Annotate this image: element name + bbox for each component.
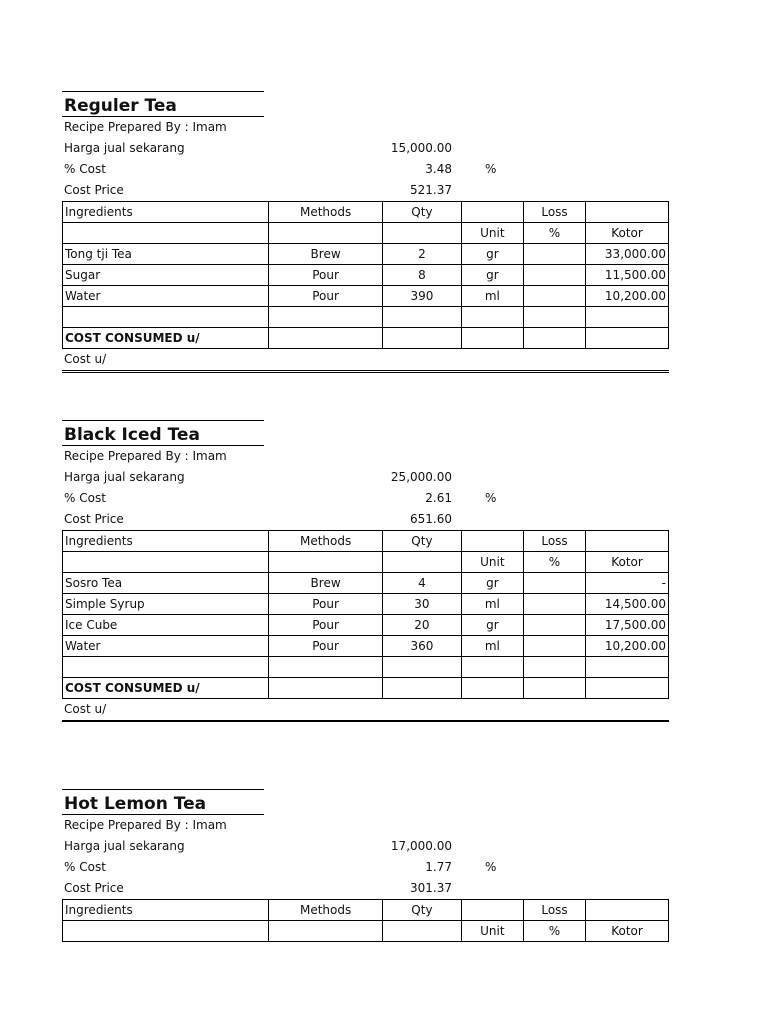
cost-pct-value: 2.61	[425, 491, 452, 505]
header-pct: %	[523, 552, 585, 573]
ingredient-name: Water	[63, 286, 269, 307]
ingredient-qty: 360	[383, 636, 462, 657]
table-row	[63, 615, 669, 636]
ingredient-unit: ml	[461, 636, 523, 657]
recipe-card-black-iced-tea	[62, 420, 669, 722]
ingredient-kotor	[586, 307, 669, 328]
table-header-row	[63, 202, 669, 223]
cost-price-row	[62, 180, 669, 201]
ingredient-method: Pour	[269, 594, 383, 615]
header-kotor: Kotor	[586, 223, 669, 244]
ingredient-name: Water	[63, 636, 269, 657]
header-methods: Methods	[269, 202, 383, 223]
cost-pct-value: 3.48	[425, 162, 452, 176]
ingredient-unit: gr	[461, 244, 523, 265]
ingredient-kotor: 33,000.00	[586, 244, 669, 265]
ingredient-kotor: 14,500.00	[586, 594, 669, 615]
recipe-title: Black Iced Tea	[62, 420, 264, 446]
header-blank	[461, 202, 523, 223]
table-row	[63, 265, 669, 286]
header-loss: Loss	[523, 531, 585, 552]
header-unit: Unit	[461, 552, 523, 573]
cost-pct-row	[62, 857, 669, 878]
harga-label: Harga jual sekarang	[64, 470, 185, 484]
cost-price-value: 301.37	[410, 881, 452, 895]
header-blank	[586, 531, 669, 552]
prepared-by-label: Recipe Prepared By : Imam	[64, 818, 227, 832]
recipe-title: Hot Lemon Tea	[62, 789, 264, 815]
ingredient-qty: 30	[383, 594, 462, 615]
ingredient-method: Pour	[269, 265, 383, 286]
ingredient-kotor	[586, 657, 669, 678]
table-row	[63, 307, 669, 328]
cost-u-label: Cost u/	[62, 349, 669, 373]
prepared-by-row	[62, 117, 669, 138]
ingredient-qty	[383, 657, 462, 678]
cost-consumed-row	[63, 328, 669, 349]
table-row	[63, 573, 669, 594]
ingredient-unit: ml	[461, 594, 523, 615]
ingredient-qty: 4	[383, 573, 462, 594]
cost-consumed-row	[63, 678, 669, 699]
header-kotor: Kotor	[586, 921, 669, 942]
ingredient-loss	[523, 265, 585, 286]
ingredient-unit: gr	[461, 615, 523, 636]
cost-pct-label: % Cost	[64, 491, 106, 505]
cost-u-label: Cost u/	[62, 699, 669, 722]
header-qty: Qty	[383, 900, 462, 921]
pct-sign: %	[485, 491, 497, 505]
ingredient-name	[63, 657, 269, 678]
harga-label: Harga jual sekarang	[64, 839, 185, 853]
ingredient-method	[269, 657, 383, 678]
harga-row	[62, 467, 669, 488]
ingredients-table	[62, 899, 669, 942]
ingredients-table	[62, 530, 669, 699]
pct-sign: %	[485, 162, 497, 176]
cost-price-label: Cost Price	[64, 512, 124, 526]
ingredient-method: Brew	[269, 573, 383, 594]
table-row	[63, 594, 669, 615]
cost-pct-label: % Cost	[64, 860, 106, 874]
prepared-by-label: Recipe Prepared By : Imam	[64, 120, 227, 134]
ingredient-name: Ice Cube	[63, 615, 269, 636]
header-ingredients: Ingredients	[63, 900, 269, 921]
cost-price-value: 651.60	[410, 512, 452, 526]
ingredient-unit	[461, 307, 523, 328]
ingredient-loss	[523, 573, 585, 594]
ingredient-unit	[461, 657, 523, 678]
ingredient-name: Sugar	[63, 265, 269, 286]
cost-price-row	[62, 878, 669, 899]
ingredient-unit: ml	[461, 286, 523, 307]
harga-label: Harga jual sekarang	[64, 141, 185, 155]
ingredient-method: Pour	[269, 286, 383, 307]
ingredient-kotor: 11,500.00	[586, 265, 669, 286]
header-qty: Qty	[383, 202, 462, 223]
prepared-by-row	[62, 446, 669, 467]
header-ingredients: Ingredients	[63, 202, 269, 223]
ingredient-kotor: 10,200.00	[586, 286, 669, 307]
ingredient-method: Pour	[269, 636, 383, 657]
header-unit: Unit	[461, 223, 523, 244]
header-unit: Unit	[461, 921, 523, 942]
header-loss: Loss	[523, 900, 585, 921]
ingredient-qty: 2	[383, 244, 462, 265]
ingredient-method: Pour	[269, 615, 383, 636]
ingredient-loss	[523, 594, 585, 615]
prepared-by-row	[62, 815, 669, 836]
ingredient-qty	[383, 307, 462, 328]
header-blank	[586, 202, 669, 223]
ingredient-unit: gr	[461, 573, 523, 594]
ingredient-loss	[523, 244, 585, 265]
harga-row	[62, 836, 669, 857]
recipe-card-hot-lemon-tea	[62, 789, 669, 942]
header-loss: Loss	[523, 202, 585, 223]
header-qty: Qty	[383, 531, 462, 552]
table-row	[63, 636, 669, 657]
prepared-by-label: Recipe Prepared By : Imam	[64, 449, 227, 463]
cost-pct-row	[62, 488, 669, 509]
header-methods: Methods	[269, 531, 383, 552]
table-header-row	[63, 531, 669, 552]
pct-sign: %	[485, 860, 497, 874]
ingredient-loss	[523, 636, 585, 657]
header-blank	[461, 900, 523, 921]
cost-pct-label: % Cost	[64, 162, 106, 176]
ingredient-kotor: 17,500.00	[586, 615, 669, 636]
cost-pct-value: 1.77	[425, 860, 452, 874]
header-ingredients: Ingredients	[63, 531, 269, 552]
ingredient-unit: gr	[461, 265, 523, 286]
cost-price-label: Cost Price	[64, 881, 124, 895]
table-row	[63, 286, 669, 307]
cost-pct-row	[62, 159, 669, 180]
table-row	[63, 657, 669, 678]
recipe-card-reguler-tea	[62, 91, 669, 373]
header-methods: Methods	[269, 900, 383, 921]
ingredient-qty: 390	[383, 286, 462, 307]
table-subheader-row	[63, 223, 669, 244]
ingredient-name: Tong tji Tea	[63, 244, 269, 265]
cost-price-row	[62, 509, 669, 530]
recipe-title: Reguler Tea	[62, 91, 264, 117]
ingredient-kotor: 10,200.00	[586, 636, 669, 657]
ingredient-loss	[523, 657, 585, 678]
table-subheader-row	[63, 552, 669, 573]
cost-price-label: Cost Price	[64, 183, 124, 197]
ingredient-qty: 8	[383, 265, 462, 286]
header-pct: %	[523, 223, 585, 244]
ingredient-method: Brew	[269, 244, 383, 265]
cost-consumed-label: COST CONSUMED u/	[63, 328, 269, 349]
ingredient-loss	[523, 615, 585, 636]
harga-row	[62, 138, 669, 159]
header-blank	[461, 531, 523, 552]
ingredient-name: Simple Syrup	[63, 594, 269, 615]
harga-value: 17,000.00	[390, 839, 452, 853]
table-subheader-row	[63, 921, 669, 942]
header-pct: %	[523, 921, 585, 942]
ingredient-kotor: -	[586, 573, 669, 594]
cost-price-value: 521.37	[410, 183, 452, 197]
ingredient-loss	[523, 286, 585, 307]
ingredient-name	[63, 307, 269, 328]
table-header-row	[63, 900, 669, 921]
ingredient-qty: 20	[383, 615, 462, 636]
ingredients-table	[62, 201, 669, 349]
ingredient-loss	[523, 307, 585, 328]
ingredient-method	[269, 307, 383, 328]
header-kotor: Kotor	[586, 552, 669, 573]
harga-value: 25,000.00	[390, 470, 452, 484]
ingredient-name: Sosro Tea	[63, 573, 269, 594]
harga-value: 15,000.00	[390, 141, 452, 155]
header-blank	[586, 900, 669, 921]
cost-consumed-label: COST CONSUMED u/	[63, 678, 269, 699]
table-row	[63, 244, 669, 265]
